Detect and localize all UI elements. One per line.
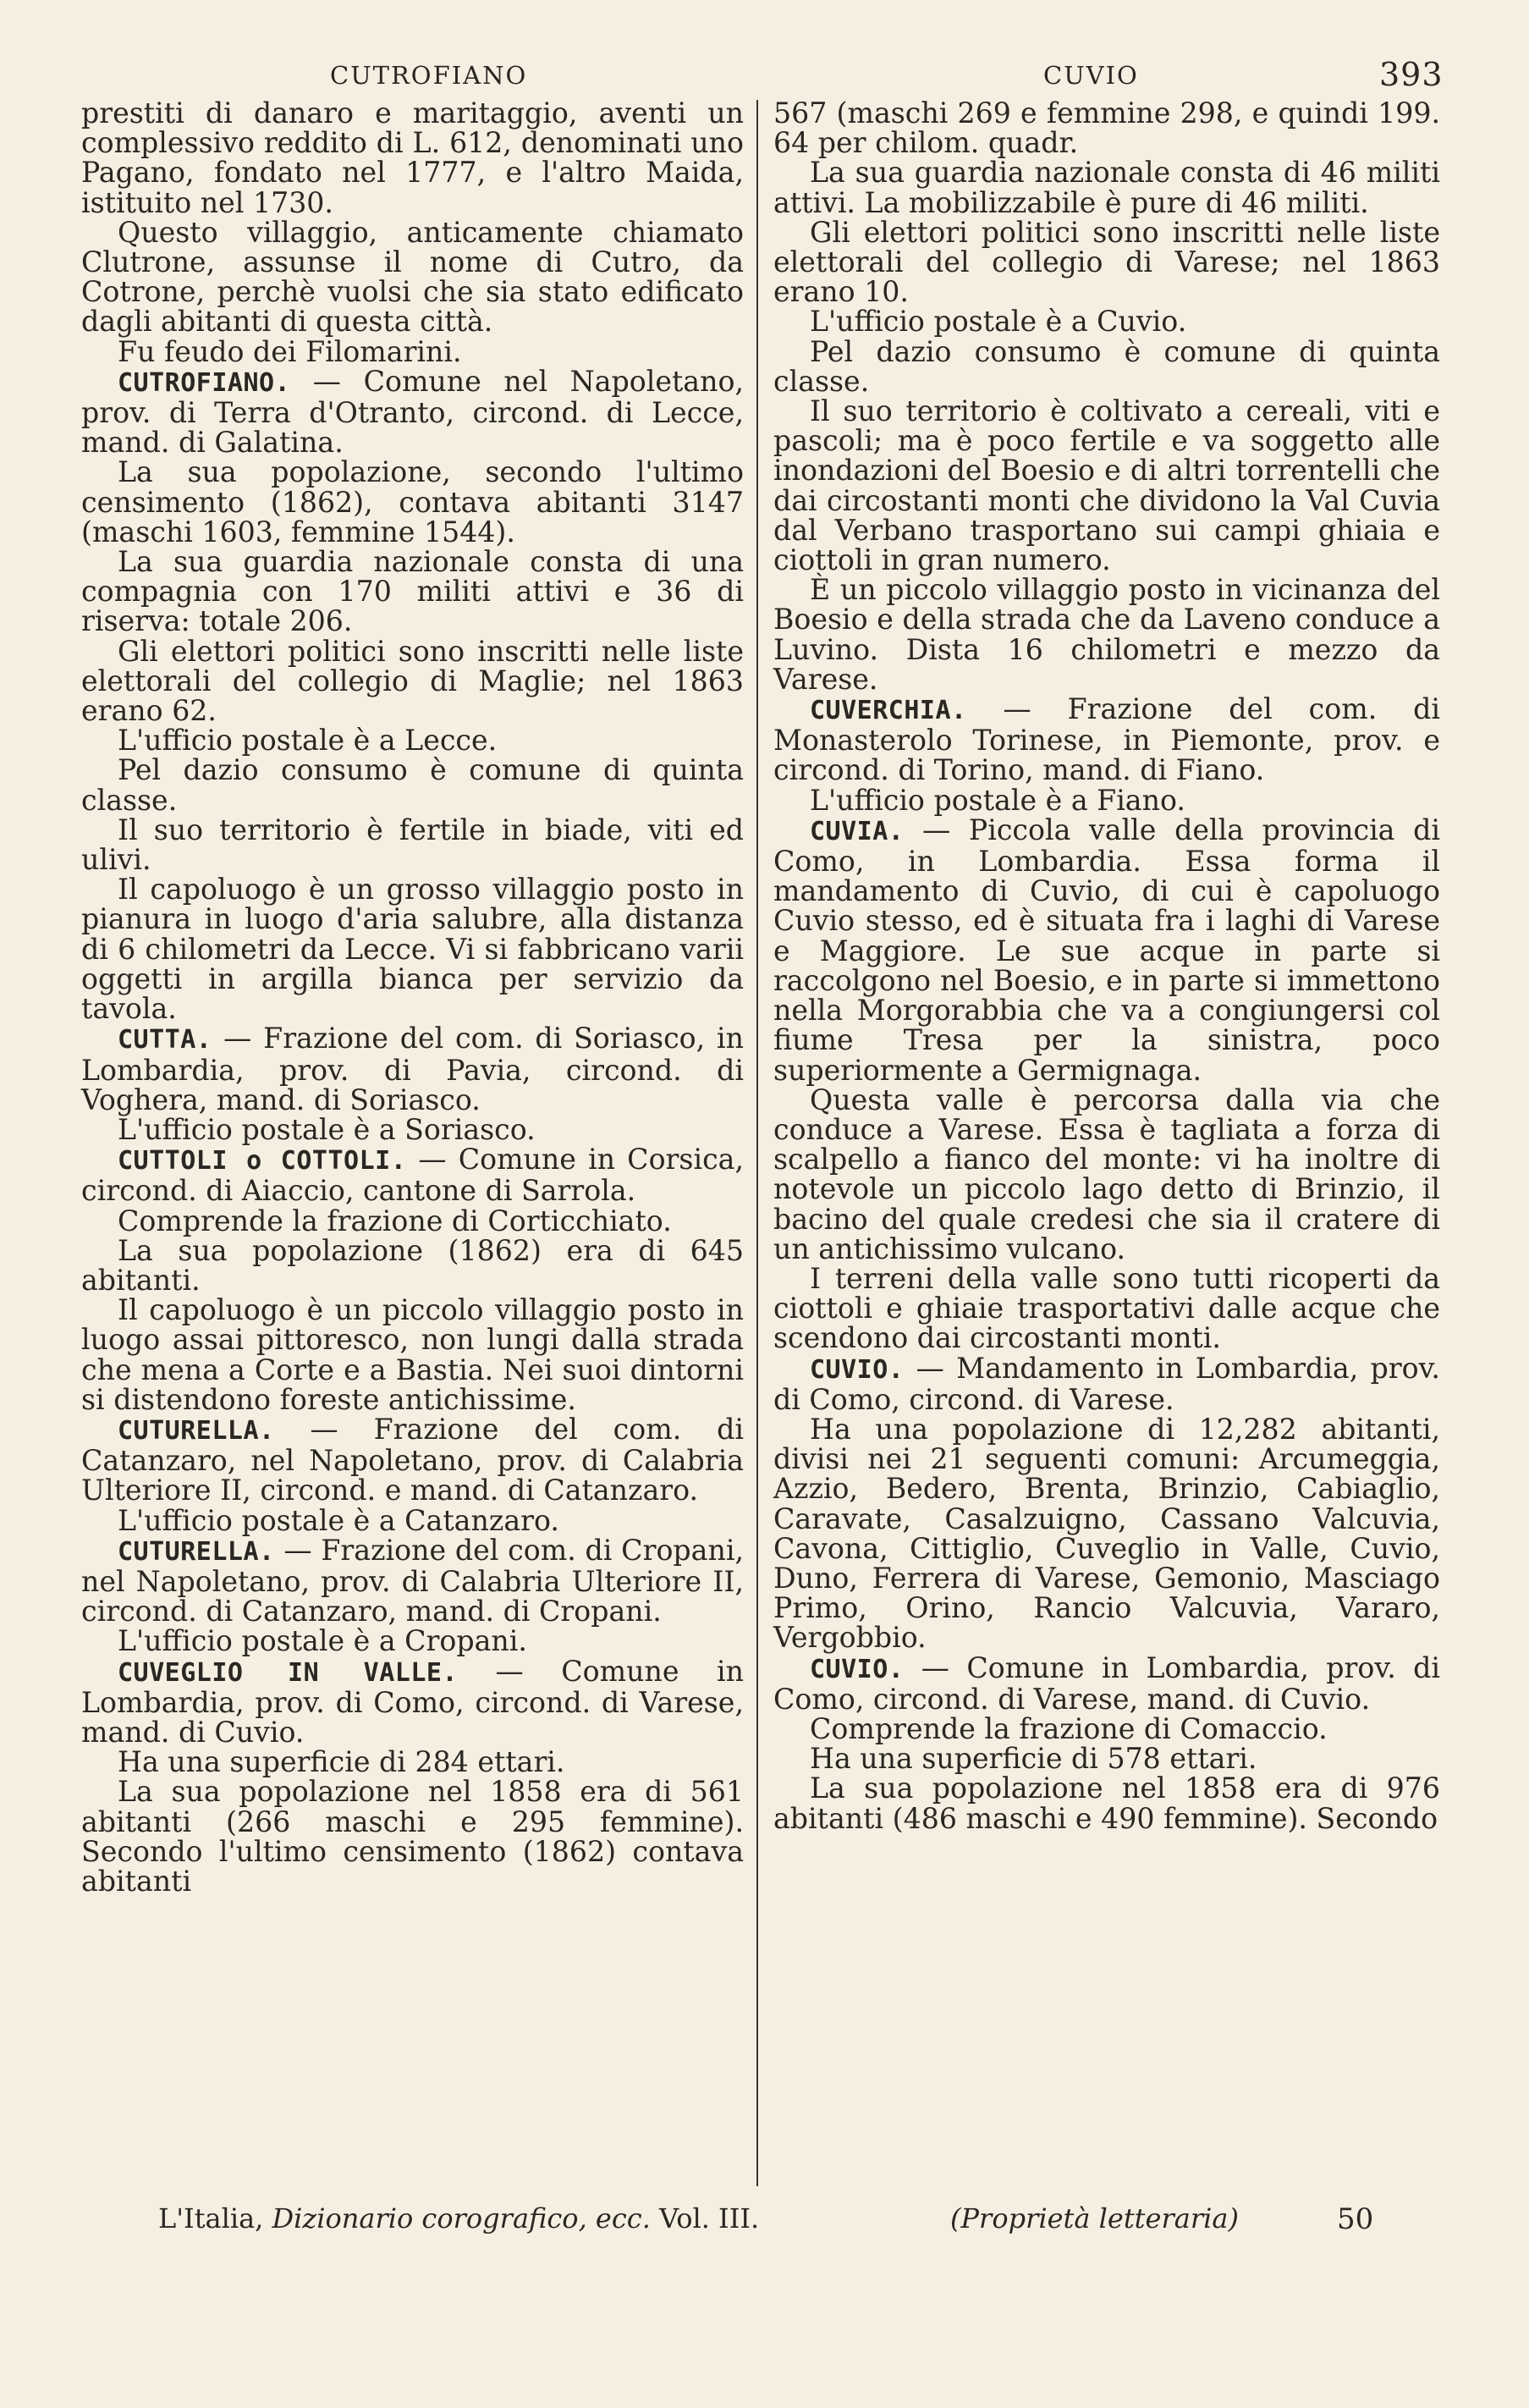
paragraph-text: Ha una superficie di 578 ettari. <box>810 1742 1257 1776</box>
entry-headword: CUTURELLA. <box>118 1415 275 1446</box>
entry-paragraph <box>81 1656 744 1748</box>
entry-headword: CUTROFIANO. <box>118 367 291 398</box>
paragraph-text: L'ufficio postale è a Cropani. <box>118 1624 527 1658</box>
entry-paragraph <box>773 815 1440 1085</box>
entry-headword: CUVIA. <box>810 816 905 846</box>
paragraph-text: — Comune in Lombardia, prov. di Como, circond. di Varese, mand. di Cuvio. <box>773 1650 1440 1716</box>
paragraph-text: — Frazione del com. di Monasterolo Torinese, in Piemonte, prov. e circond. di Torino, mand. di Fiano. <box>773 692 1440 787</box>
text-paragraph <box>773 1742 1440 1776</box>
paragraph-text: prestiti di danaro e maritaggio, aventi un complessivo reddito di L. 612, denominati uno Pagano, fondato nel 1777, e l'altro Maida, istituito nel 1730. <box>81 96 744 219</box>
page-number: 393 <box>1379 56 1444 93</box>
column-divider <box>756 100 758 2186</box>
text-paragraph <box>773 305 1440 339</box>
paragraph-text: La sua guardia nazionale consta di 46 militi attivi. La mobilizzabile è pure di 46 militi. <box>773 156 1440 219</box>
paragraph-text: — Frazione del com. di Soriasco, in Lombardia, prov. di Pavia, circond. di Voghera, mand. di Soriasco. <box>81 1022 744 1116</box>
sheet-number: 50 <box>1337 2202 1374 2236</box>
paragraph-text: Pel dazio consumo è comune di quinta classe. <box>773 334 1440 398</box>
left-column <box>81 98 744 1896</box>
text-paragraph <box>773 96 1440 160</box>
text-paragraph <box>773 575 1440 694</box>
text-paragraph <box>773 1085 1440 1264</box>
paragraph-text: La sua popolazione (1862) era di 645 abitanti. <box>81 1233 744 1297</box>
text-paragraph <box>81 636 744 726</box>
text-paragraph <box>773 1772 1440 1835</box>
entry-paragraph <box>81 366 744 458</box>
paragraph-text: Gli elettori politici sono inscritti nelle liste elettorali del collegio di Varese; nel 1863 erano 10. <box>773 215 1440 309</box>
footer-title: Dizionario corografico, ecc. <box>272 2202 651 2234</box>
entry-paragraph <box>81 1143 744 1208</box>
paragraph-text: Il capoluogo è un piccolo villaggio posto in luogo assai pittoresco, non lungi dalla strada che mena a Corte e a Bastia. Nei suoi dintorni si distendono foreste antichissime. <box>81 1293 744 1416</box>
footer-rights: (Proprietà letteraria) <box>950 2202 1239 2234</box>
text-paragraph <box>81 724 744 758</box>
right-column <box>773 98 1440 1833</box>
paragraph-text: — Comune nel Napoletano, prov. di Terra d'Otranto, circond. di Lecce, mand. di Galatina. <box>81 364 744 460</box>
text-paragraph <box>81 873 744 1026</box>
text-paragraph <box>81 1503 744 1537</box>
text-paragraph <box>81 215 744 339</box>
paragraph-text: Pel dazio consumo è comune di quinta classe. <box>81 753 744 817</box>
entry-headword: CUVIO. <box>810 1354 905 1385</box>
paragraph-text: — Mandamento in Lombardia, prov. di Como, circond. di Varese. <box>773 1351 1440 1416</box>
text-paragraph <box>81 1112 744 1146</box>
running-head-left: CUTROFIANO <box>330 61 528 90</box>
entry-headword: CUTTA. <box>118 1025 212 1055</box>
entry-paragraph <box>81 1535 744 1627</box>
paragraph-text: — Comune in Corsica, circond. di Aiaccio, cantone di Sarrola. <box>81 1143 744 1208</box>
entry-paragraph <box>81 1023 744 1115</box>
entry-paragraph <box>81 1414 744 1506</box>
text-paragraph <box>773 215 1440 309</box>
paragraph-text: Il suo territorio è fertile in biade, viti ed ulivi. <box>81 813 744 877</box>
text-paragraph <box>773 1414 1440 1653</box>
paragraph-text: L'ufficio postale è a Lecce. <box>118 724 498 758</box>
paragraph-text: L'ufficio postale è a Fiano. <box>810 783 1185 817</box>
paragraph-text: Fu feudo dei Filomarini. <box>118 334 462 368</box>
paragraph-text: Il suo territorio è coltivato a cereali, viti e pascoli; ma è poco fertile e va soggetto alle inondazioni del Boesio e di altri torrentelli che dai circostanti monti che dividono la Val Cuvia dal Verbano trasportano sui campi ghiaia e ciottoli in gran numero. <box>773 394 1440 577</box>
text-paragraph <box>81 334 744 368</box>
entry-paragraph <box>773 694 1440 785</box>
text-paragraph <box>773 785 1440 815</box>
footer-volume: Vol. III. <box>650 2202 760 2234</box>
paragraph-text: La sua popolazione nel 1858 era di 561 abitanti (266 maschi e 295 femmine). Secondo l'ultimo censimento (1862) contava abitanti <box>81 1775 744 1898</box>
text-paragraph <box>773 396 1440 575</box>
entry-headword: CUVIO. <box>810 1654 905 1684</box>
paragraph-text: Comprende la frazione di Corticchiato. <box>118 1204 672 1237</box>
text-paragraph <box>81 98 744 218</box>
text-paragraph <box>773 1261 1440 1355</box>
text-paragraph <box>81 1626 744 1656</box>
entry-headword: CUTTOLI o COTTOLI. <box>118 1146 407 1176</box>
entry-paragraph <box>773 1353 1440 1414</box>
entry-paragraph <box>773 1650 1440 1716</box>
footer-prefix: L'Italia, <box>158 2202 272 2234</box>
footer-publication <box>158 2202 759 2234</box>
text-paragraph <box>81 1206 744 1236</box>
paragraph-text: Ha una superficie di 284 ettari. <box>118 1745 565 1779</box>
entry-headword: CUVERCHIA. <box>810 696 967 726</box>
paragraph-text: Comprende la frazione di Comaccio. <box>810 1711 1328 1745</box>
paragraph-text: Ha una popolazione di 12,282 abitanti, divisi nei 21 seguenti comuni: Arcumeggia, Azzio, Bedero, Brenta, Brinzio, Cabiaglio, Caravate, Casalzuigno, Cassano Valcuvia, Cavona, Cittiglio, Cuveglio in Valle, Cuvio, Duno, Ferrera di Varese, Gemonio, Masciago Primo, Orino, Rancio Valcuvia, Vararo, Vergobbio. <box>773 1412 1440 1655</box>
text-paragraph <box>81 1747 744 1777</box>
text-paragraph <box>773 157 1440 217</box>
entry-headword: CUVEGLIO IN VALLE. <box>118 1657 459 1688</box>
text-paragraph <box>81 753 744 817</box>
text-paragraph <box>81 547 744 636</box>
paragraph-text: — Frazione del com. di Cropani, nel Napoletano, prov. di Calabria Ulteriore II, circond. di Catanzaro, mand. di Cropani. <box>81 1533 744 1628</box>
paragraph-text: Gli elettori politici sono inscritti nelle liste elettorali del collegio di Maglie; nel 1863 erano 62. <box>81 634 744 728</box>
text-paragraph <box>773 1711 1440 1745</box>
paragraph-text: I terreni della valle sono tutti ricoperti da ciottoli e ghiaie trasportativi dalle acque che scendono dai circostanti monti. <box>773 1261 1440 1355</box>
text-paragraph <box>81 1233 744 1297</box>
paragraph-text: L'ufficio postale è a Soriasco. <box>118 1112 536 1146</box>
paragraph-text: Questa valle è percorsa dalla via che conduce a Varese. Essa è tagliata a forza di scalpello a fianco del monte: vi ha inoltre di notevole un piccolo lago detto di Brinzio, il bacino del quale credesi che sia il cratere di un antichissimo vulcano. <box>773 1083 1440 1265</box>
paragraph-text: Questo villaggio, anticamente chiamato Clutrone, assunse il nome di Cutro, da Cotrone, perchè vuolsi che sia stato edificato dagli abitanti di questa città. <box>81 215 744 339</box>
paragraph-text: La sua popolazione, secondo l'ultimo censimento (1862), contava abitanti 3147 (maschi 1603, femmine 1544). <box>81 455 744 548</box>
text-paragraph <box>81 813 744 877</box>
text-paragraph <box>81 457 744 547</box>
paragraph-text: L'ufficio postale è a Cuvio. <box>810 305 1187 339</box>
entry-headword: CUTURELLA. <box>118 1536 275 1567</box>
paragraph-text: La sua popolazione nel 1858 era di 976 abitanti (486 maschi e 490 femmine). Secondo <box>773 1772 1440 1835</box>
text-paragraph <box>81 1295 744 1414</box>
page-footer <box>0 2202 1529 2253</box>
paragraph-text: L'ufficio postale è a Catanzaro. <box>118 1503 559 1537</box>
text-paragraph <box>81 1777 744 1896</box>
paragraph-text: — Frazione del com. di Catanzaro, nel Napoletano, prov. di Calabria Ulteriore II, circond. e mand. di Catanzaro. <box>81 1412 744 1507</box>
paragraph-text: La sua guardia nazionale consta di una compagnia con 170 militi attivi e 36 di riserva: totale 206. <box>81 545 744 638</box>
paragraph-text: Il capoluogo è un grosso villaggio posto in pianura in luogo d'aria salubre, alla distanza di 6 chilometri da Lecce. Vi si fabbricano varii oggetti in argilla bianca per servizio da tavola. <box>81 873 744 1026</box>
paragraph-text: — Comune in Lombardia, prov. di Como, circond. di Varese, mand. di Cuvio. <box>81 1654 744 1749</box>
running-head-right: CUVIO <box>1043 61 1139 90</box>
paragraph-text: 567 (maschi 269 e femmine 298, e quindi 199. 64 per chilom. quadr. <box>773 96 1440 160</box>
paragraph-text: È un piccolo villaggio posto in vicinanza del Boesio e della strada che da Laveno conduce a Luvino. Dista 16 chilometri e mezzo da Varese. <box>773 573 1440 696</box>
text-paragraph <box>773 334 1440 398</box>
paragraph-text: — Piccola valle della provincia di Como, in Lombardia. Essa forma il mandamento di Cuvio, di cui è capoluogo Cuvio stesso, ed è situata fra i laghi di Varese e Maggiore. Le sue acque in parte si raccolgono nel Boesio, e in parte si immettono nella Morgorabbia che va a congiungersi col fiume Tresa per la sinistra, poco superiormente a Germignaga. <box>773 813 1440 1087</box>
